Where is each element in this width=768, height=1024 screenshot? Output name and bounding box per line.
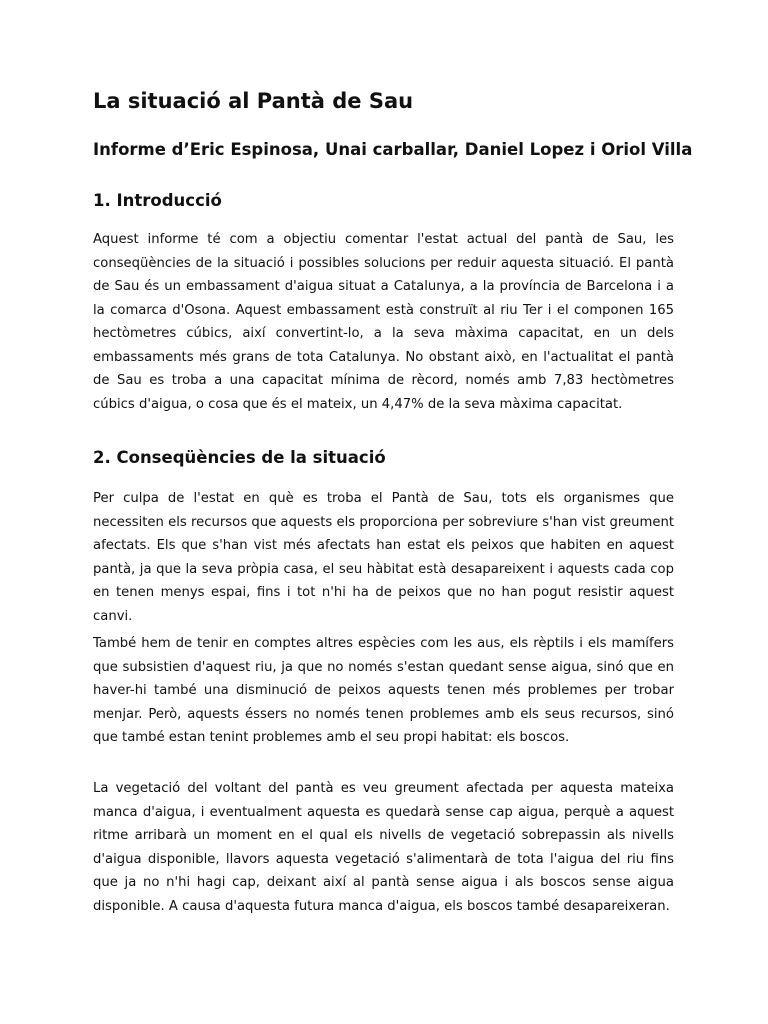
section-heading-consequences: 2. Conseqüències de la situació (93, 448, 386, 467)
introduction-paragraph: Aquest informe té com a objectiu comentar l'estat actual del pantà de Sau, les conseqüències de la situació i possibles solucions per reduir aquesta situació. El pantà de Sau és un embassament d'aigua situat a Catalunya, a la província de Barcelona i a la comarca d'Osona. Aquest embassament està construït al riu Ter i el componen 165 hectòmetres cúbics, així convertint-lo, a la seva màxima capacitat, en un dels embassaments més grans de tota Catalunya. No obstant això, en l'actualitat el pantà de Sau es troba a una capacitat mínima de rècord, només amb 7,83 hectòmetres cúbics d'aigua, o cosa que és el mateix, un 4,47% de la seva màxima capacitat. (93, 232, 674, 412)
consequences-paragraph-2: També hem de tenir en comptes altres espècies com les aus, els rèptils i els mamífers que subsistien d'aquest riu, ja que no només s'estan quedant sense aigua, sinó que en haver-hi també una disminució de peixos aquests tenen més problemes per trobar menjar. Però, aquests éssers no només tenen problemes amb els seus recursos, sinó que també estan tenint problemes amb el seu propi habitat: els boscos. (93, 636, 674, 745)
document-title: La situació al Pantà de Sau (93, 89, 414, 113)
consequences-paragraph-1: Per culpa de l'estat en què es troba el Pantà de Sau, tots els organismes que necessiten els recursos que aquests els proporciona per sobreviure s'han vist greument afectats. Els que s'han vist més afectats han estat els peixos que habiten en aquest pantà, ja que la seva pròpia casa, el seu hàbitat està desapareixent i aquests cada cop en tenen menys espai, fins i tot n'hi ha de peixos que no han pogut resistir aquest canvi. (93, 491, 674, 624)
authors-line: Informe d’Eric Espinosa, Unai carballar, Daniel Lopez i Oriol Villa (93, 140, 693, 159)
consequences-paragraph-3: La vegetació del voltant del pantà es veu greument afectada per aquesta mateixa manca d'aigua, i eventualment aquesta es quedarà sense cap aigua, perquè a aquest ritme arribarà un moment en el qual els nivells de vegetació sobrepassin als nivells d'aigua disponible, llavors aquesta vegetació s'alimentarà de tota l'aigua del riu fins que ja no n'hi hagi cap, deixant així al pantà sense aigua i als boscos sense aigua disponible. A causa d'aquesta futura manca d'aigua, els boscos també desapareixeran. (93, 781, 674, 914)
section-heading-introduction: 1. Introducció (93, 191, 222, 210)
